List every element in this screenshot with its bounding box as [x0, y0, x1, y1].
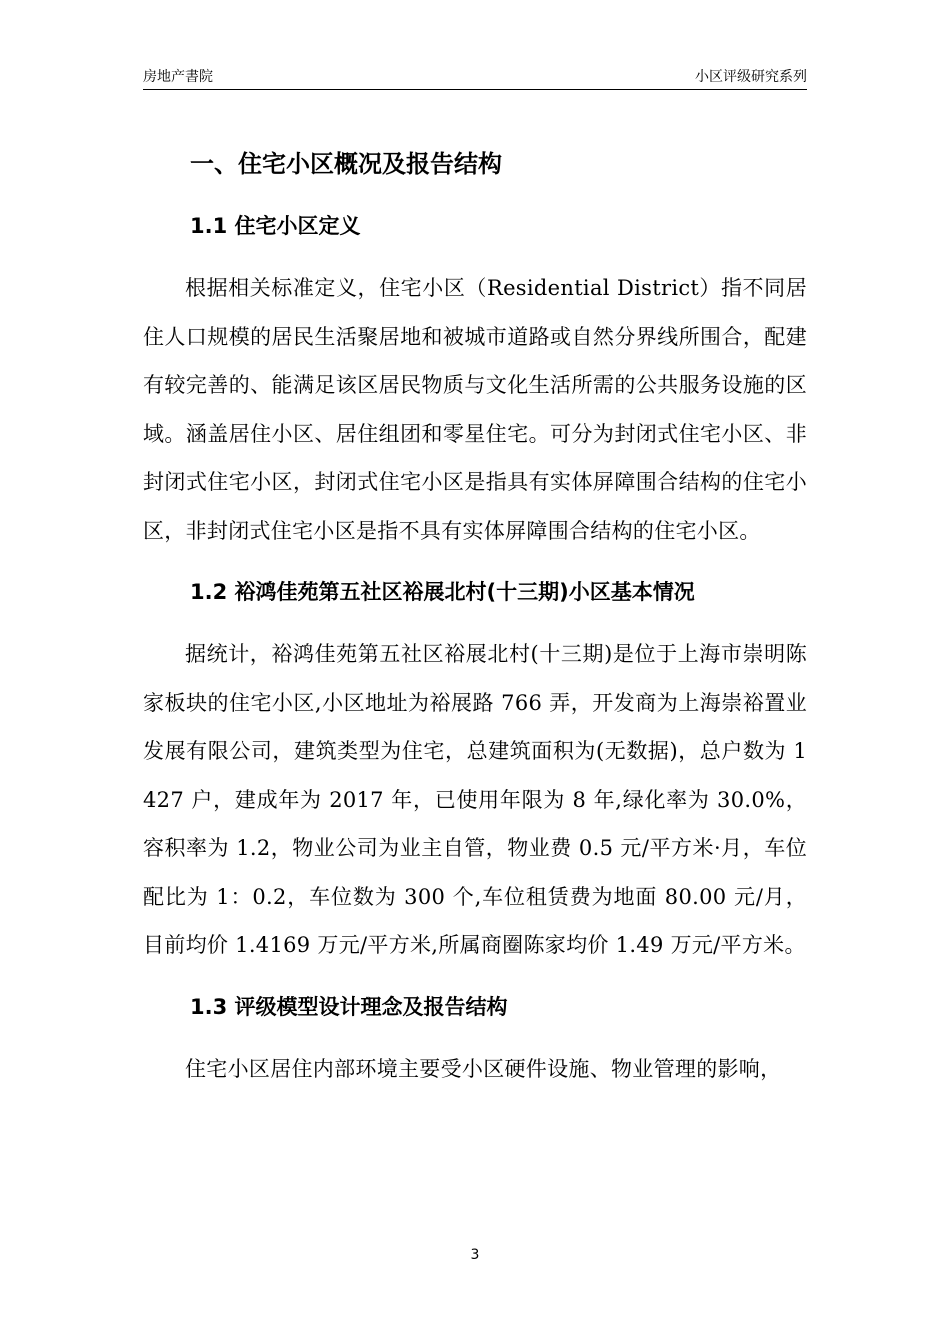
header-divider: [143, 89, 807, 90]
chapter-title: 一、住宅小区概况及报告结构: [190, 150, 502, 178]
section-1-1-heading: 1.1 住宅小区定义: [190, 214, 361, 238]
header-series-title: 小区评级研究系列: [695, 69, 807, 85]
document-body: [143, 140, 807, 1093]
section-1-3-paragraph: 住宅小区居住内部环境主要受小区硬件设施、物业管理的影响，: [185, 1056, 782, 1081]
page-number: 3: [470, 1247, 480, 1263]
page-header: [143, 66, 807, 88]
header-publisher: 房地产書院: [143, 69, 213, 85]
section-1-3-heading: 1.3 评级模型设计理念及报告结构: [190, 994, 508, 1019]
section-1-2-heading: 1.2 裕鸿佳苑第五社区裕展北村(十三期)小区基本情况: [190, 580, 695, 604]
section-1-1-paragraph: 根据相关标准定义，住宅小区（Residential District）指不同居住人口规模的居民生活聚居地和被城市道路或自然分界线所围合，配建有较完善的、能满足该区居民物质与文化生活所需的公共服务设施的区域。涵盖居住小区、居住组团和零星住宅。可分为封闭式住宅小区、非封闭式住宅小区，封闭式住宅小区是指具有实体屏障围合结构的住宅小区，非封闭式住宅小区是指不具有实体屏障围合结构的住宅小区。: [143, 276, 807, 543]
section-1-2-paragraph: 据统计，裕鸿佳苑第五社区裕展北村(十三期)是位于上海市崇明陈家板块的住宅小区,小区地址为裕展路 766 弄，开发商为上海崇裕置业发展有限公司，建筑类型为住宅，总建筑面积为(无数据)，总户数为 1427 户，建成年为 2017 年，已使用年限为 8 年,绿化率为 30.0%，容积率为 1.2，物业公司为业主自管，物业费 0.5 元/平方米·月，车位配比为 1：0.2，车位数为 300 个,车位租赁费为地面 80.00 元/月，目前均价 1.4169 万元/平方米,所属商圈陈家均价 1.49 万元/平方米。: [143, 642, 807, 957]
